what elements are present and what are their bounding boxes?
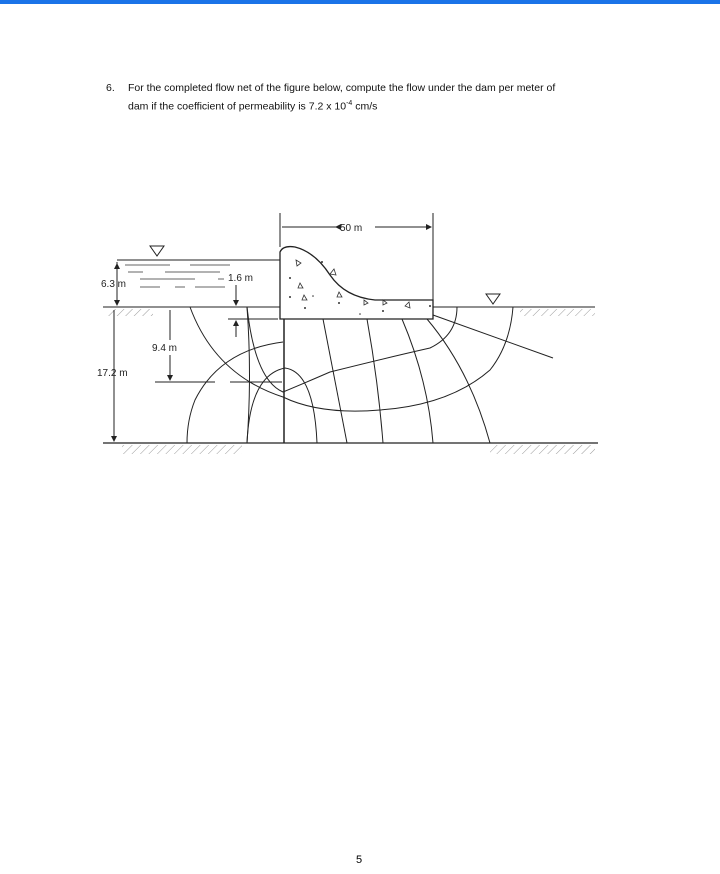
water-level-icon (486, 294, 500, 304)
soil-hatch (520, 309, 595, 316)
upstream-head-label: 6.3 m (101, 279, 127, 290)
question-line-2-text: dam if the coefficient of permeability is 7.2 x 10 (128, 100, 347, 113)
equipotential-line (367, 319, 383, 443)
equipotential-line (323, 319, 347, 443)
question-line-1: For the completed flow net of the figure below, compute the flow under the dam per meter of (128, 82, 556, 94)
flow-line (190, 307, 513, 411)
equipotential-line (427, 319, 490, 443)
pile-depth-label: 9.4 m (152, 343, 178, 354)
pile-offset-label: 1.6 m (228, 273, 254, 284)
impervious-hatch (122, 445, 242, 454)
question-number: 6. (106, 82, 115, 94)
question-line-2-unit: cm/s (352, 100, 378, 113)
flow-line (247, 307, 457, 392)
layer-thickness-label: 17.2 m (97, 368, 128, 379)
water-level-icon (150, 246, 164, 256)
page-number: 5 (356, 854, 363, 866)
impervious-hatch (490, 445, 595, 454)
flow-line (187, 342, 283, 443)
dam-width-label: 50 m (340, 223, 363, 234)
equipotential-line (402, 319, 433, 443)
exponent: -4 (346, 100, 353, 107)
soil-hatch (108, 309, 153, 316)
